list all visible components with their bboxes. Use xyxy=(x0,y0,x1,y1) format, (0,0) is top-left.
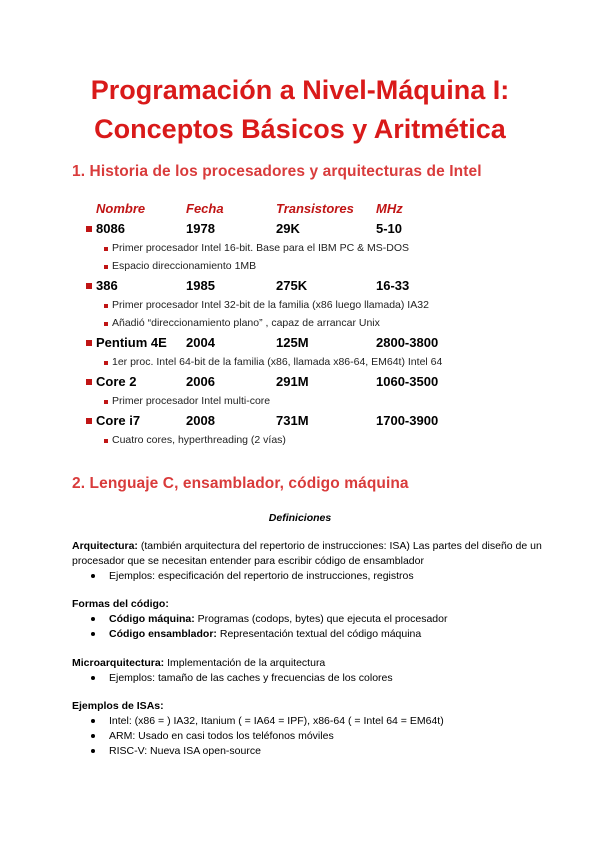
cell-mhz: 16-33 xyxy=(376,278,410,293)
square-bullet-icon xyxy=(86,226,92,232)
page-title-line1: Programación a Nivel-Máquina I: xyxy=(90,75,510,105)
row-note xyxy=(86,317,506,335)
formas-item-text: Representación textual del código máquina xyxy=(216,628,422,640)
table-row xyxy=(86,335,506,356)
arquitectura-desc: (también arquitectura del repertorio de instrucciones: ISA) Las partes del diseño de un procesador que se necesitan entender para escribir código de ensamblador xyxy=(72,540,542,567)
isas-label: Ejemplos de ISAs: xyxy=(72,700,164,712)
cell-name: 386 xyxy=(96,278,118,293)
table-row xyxy=(86,278,506,299)
small-square-bullet-icon xyxy=(104,265,108,269)
row-note xyxy=(86,242,506,260)
cell-transistors: 29K xyxy=(276,221,300,236)
isas-block xyxy=(72,699,542,759)
table-row xyxy=(86,413,506,434)
row-note-text: Primer procesador Intel multi-core xyxy=(112,395,271,407)
formas-block xyxy=(72,597,542,642)
micro-desc: Implementación de la arquitectura xyxy=(164,657,326,669)
small-square-bullet-icon xyxy=(104,247,108,251)
cell-name: Core i7 xyxy=(96,413,141,428)
cell-mhz: 5-10 xyxy=(376,221,403,236)
cell-mhz: 2800-3800 xyxy=(376,335,439,350)
page-title-line2: Conceptos Básicos y Aritmética xyxy=(94,114,506,144)
square-bullet-icon xyxy=(86,418,92,424)
list-item xyxy=(72,612,542,627)
table-header xyxy=(86,201,506,221)
list-item: Ejemplos: tamaño de las caches y frecuencias de los colores xyxy=(72,671,542,686)
list-item: Intel: (x86 = ) IA32, Itanium ( = IA64 = IPF), x86-64 ( = Intel 64 = EM64t) xyxy=(72,714,542,729)
cell-transistors: 275K xyxy=(276,278,308,293)
arquitectura-label: Arquitectura: xyxy=(72,540,138,552)
small-square-bullet-icon xyxy=(104,400,108,404)
list-item: RISC-V: Nueva ISA open-source xyxy=(72,744,542,759)
formas-item-label: Código máquina: xyxy=(109,613,195,625)
cell-transistors: 291M xyxy=(276,374,309,389)
micro-block xyxy=(72,656,542,686)
cell-date: 1985 xyxy=(186,278,215,293)
arquitectura-text xyxy=(72,539,542,569)
formas-item-label: Código ensamblador: xyxy=(109,628,217,640)
section1-heading: 1. Historia de los procesadores y arquitecturas de Intel xyxy=(72,163,482,180)
row-note-text: 1er proc. Intel 64-bit de la familia (x86, llamada x86-64, EM64t) Intel 64 xyxy=(112,356,443,368)
cell-transistors: 125M xyxy=(276,335,309,350)
row-note xyxy=(86,395,506,413)
square-bullet-icon xyxy=(86,283,92,289)
small-square-bullet-icon xyxy=(104,439,108,443)
table-rows xyxy=(86,221,506,452)
formas-item-text: Programas (codops, bytes) que ejecuta el procesador xyxy=(194,613,448,625)
cell-name: Core 2 xyxy=(96,374,137,389)
cell-transistors: 731M xyxy=(276,413,309,428)
cell-date: 1978 xyxy=(186,221,215,236)
row-note xyxy=(86,260,506,278)
cell-date: 2006 xyxy=(186,374,215,389)
row-note-text: Cuatro cores, hyperthreading (2 vías) xyxy=(112,434,286,446)
row-note-text: Primer procesador Intel 32-bit de la familia (x86 luego llamada) IA32 xyxy=(112,299,429,311)
small-square-bullet-icon xyxy=(104,322,108,326)
row-note-text: Añadió “direccionamiento plano” , capaz de arrancar Unix xyxy=(112,317,380,329)
row-note xyxy=(86,356,506,374)
cell-mhz: 1700-3900 xyxy=(376,413,439,428)
list-item: ARM: Usado en casi todos los teléfonos móviles xyxy=(72,729,542,744)
row-note-text: Espacio direccionamiento 1MB xyxy=(112,260,257,272)
row-note-text: Primer procesador Intel 16-bit. Base para el IBM PC & MS-DOS xyxy=(112,242,410,254)
col-name: Nombre xyxy=(96,201,146,216)
intel-history-table xyxy=(86,201,506,452)
cell-date: 2008 xyxy=(186,413,215,428)
list-item: Ejemplos: especificación del repertorio de instrucciones, registros xyxy=(72,569,542,584)
col-date: Fecha xyxy=(186,201,224,216)
list-item xyxy=(72,627,542,642)
square-bullet-icon xyxy=(86,340,92,346)
small-square-bullet-icon xyxy=(104,304,108,308)
cell-mhz: 1060-3500 xyxy=(376,374,439,389)
table-row xyxy=(86,221,506,242)
square-bullet-icon xyxy=(86,379,92,385)
table-row xyxy=(86,374,506,395)
cell-name: Pentium 4E xyxy=(96,335,167,350)
row-note xyxy=(86,299,506,317)
col-mhz: MHz xyxy=(376,201,403,216)
arquitectura-block xyxy=(72,539,542,584)
definitions-heading: Definiciones xyxy=(268,512,332,524)
row-note xyxy=(86,434,506,452)
col-transistors: Transistores xyxy=(276,201,354,216)
cell-date: 2004 xyxy=(186,335,215,350)
small-square-bullet-icon xyxy=(104,361,108,365)
micro-label: Microarquitectura: xyxy=(72,657,165,669)
micro-text xyxy=(72,656,542,671)
section2-heading: 2. Lenguaje C, ensamblador, código máquina xyxy=(72,475,409,492)
cell-name: 8086 xyxy=(96,221,125,236)
formas-label: Formas del código: xyxy=(72,598,169,610)
